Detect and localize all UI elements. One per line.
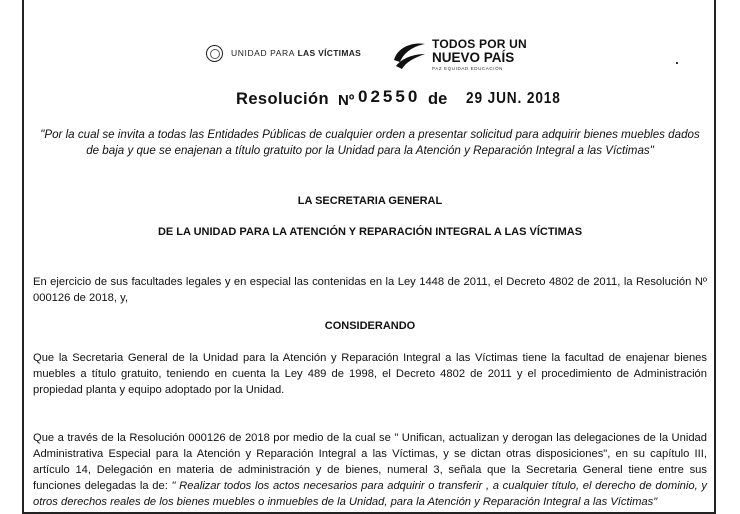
paragraph-2-text: Que a través de la Resolución 000126 de 2018 por medio de la cual se " Unifican, actualizan y derogan las delegaciones de la Unidad Administrativa Especial para la Atención y Reparación Integral a las Víctimas, y se dictan otras disposiciones", en su capítulo III, artículo 14, Delegación en materia de administración y de bienes, numeral 3, señala que la Secretaria General tiene entre sus funciones delegadas la de:: [33, 432, 707, 492]
considerando-heading: CONSIDERANDO: [324, 320, 416, 332]
unidad-victimas-logo: [231, 48, 361, 58]
resolution-date: 29 JUN. 2018: [466, 90, 561, 107]
logo-header: [0, 36, 740, 76]
resolution-motto: "Por la cual se invita a todas las Entidades Públicas de cualquier orden a presentar solicitud para adquirir bienes muebles dados de baja y que se enajenan a título gratuito por la Unidad para la Atención y Reparación Integral a las Víctimas": [40, 128, 700, 157]
paragraph-2-quote: " Realizar todos los actos necesarios para adquirir o transferir , a cualquier título, el derecho de dominio, y otros derechos reales de los bienes muebles o inmuebles de la Unidad, para la Atención y Reparación Integral a las Víctimas": [33, 480, 707, 508]
stray-mark: [676, 62, 678, 64]
unidad-logo-prefix: UNIDAD PARA: [231, 48, 295, 58]
paragraph-2: [33, 430, 707, 510]
gov-logo-line3: PAZ EQUIDAD EDUCACIÓN: [432, 66, 504, 71]
unidad-logo-strong: LAS VÍCTIMAS: [297, 48, 362, 58]
gov-logo-line2: NUEVO PAÍS: [432, 50, 515, 65]
resolution-word: Resolución: [236, 90, 329, 108]
paragraph-1: Que la Secretaria General de la Unidad para la Atención y Reparación Integral a las Víctimas tiene la facultad de enajenar bienes muebles a título gratuito, teniendo en cuenta la Ley 489 de 1998, el Decreto 4802 de 2011 y el procedimiento de Administración propiedad planta y equipo adoptado por la Unidad.: [33, 352, 707, 396]
resolution-line: [0, 82, 740, 112]
gov-logo-line1: TODOS POR UN: [432, 37, 527, 51]
signatory-entity: DE LA UNIDAD PARA LA ATENCIÓN Y REPARACIÓN INTEGRAL A LAS VÍCTIMAS: [157, 226, 583, 238]
government-swoosh-icon: [392, 40, 426, 70]
resolution-number: 02550: [358, 87, 421, 106]
todos-por-un-nuevo-pais-logo: [432, 38, 527, 72]
resolution-number-prefix: Nº: [338, 92, 355, 109]
resolution-connector: de: [428, 90, 448, 108]
exercise-paragraph: En ejercicio de sus facultades legales y en especial las contenidas en la Ley 1448 de 2011, el Decreto 4802 de 2011, la Resolución Nº 000126 de 2018, y,: [33, 276, 707, 304]
signatory-title: LA SECRETARIA GENERAL: [297, 195, 443, 207]
colombia-seal-icon: [206, 45, 223, 62]
